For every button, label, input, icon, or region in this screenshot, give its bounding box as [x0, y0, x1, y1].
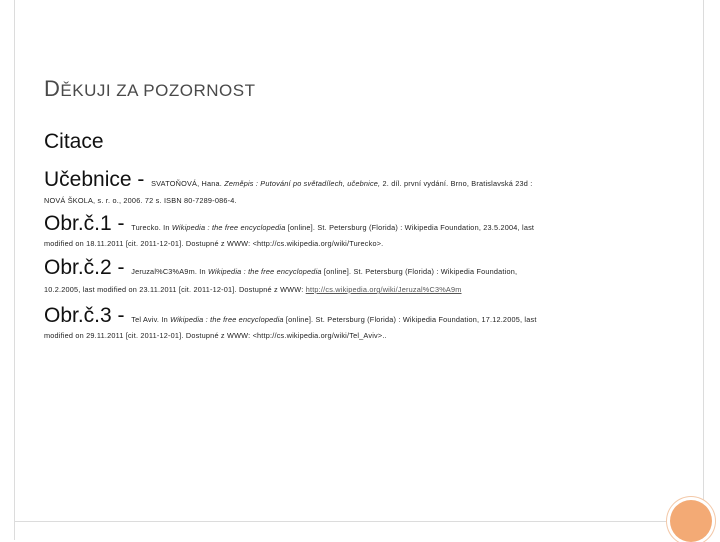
- citations-heading: Citace: [44, 130, 104, 153]
- slide-frame-bottom: [14, 521, 704, 522]
- citation-obr2-source: Wikipedia : the free encyclopedia: [208, 267, 322, 276]
- citation-obr2-text: [129, 267, 517, 276]
- title-rest: ĚKUJI ZA POZORNOST: [60, 81, 256, 100]
- slide-frame-right: [703, 0, 704, 540]
- citation-ucebnice-text: [149, 179, 533, 188]
- citation-obr1-label: Obr.č.1 -: [44, 212, 125, 235]
- citation-obr3-text: [129, 315, 537, 324]
- citation-obr2-line1: [44, 256, 517, 280]
- citation-obr2-line2: [44, 285, 462, 294]
- citation-obr1-line2: modified on 18.11.2011 [cit. 2011-12-01]. Dostupné z WWW: <http://cs.wikipedia.org/wiki/Turecko>.: [44, 239, 384, 248]
- citation-obr1-text: [129, 223, 534, 232]
- citation-obr2-rest: [online]. St. Petersburg (Florida) : Wikipedia Foundation,: [323, 267, 518, 276]
- citation-obr2-line2-text: 10.2.2005, last modified on 23.11.2011 [cit. 2011-12-01]. Dostupné z WWW:: [44, 285, 304, 294]
- citation-ucebnice-line1: [44, 168, 532, 192]
- citation-ucebnice-line2: NOVÁ ŠKOLA, s. r. o., 2006. 72 s. ISBN 80-7289-086-4.: [44, 196, 237, 205]
- slide-frame-left: [14, 0, 15, 540]
- citation-ucebnice-title: Zeměpis : Putování po světadílech, učebnice,: [224, 179, 381, 188]
- citation-obr1-rest: [online]. St. Petersburg (Florida) : Wikipedia Foundation, 23.5.2004, last: [287, 223, 535, 232]
- citation-ucebnice-author: SVATOŇOVÁ, Hana.: [151, 179, 223, 188]
- citation-obr2-label: Obr.č.2 -: [44, 256, 125, 279]
- citation-obr3-label: Obr.č.3 -: [44, 304, 125, 327]
- citation-ucebnice-rest: 2. díl. první vydání. Brno, Bratislavská 23d :: [382, 179, 533, 188]
- slide-title: [44, 76, 255, 102]
- citation-obr1-source: Wikipedia : the free encyclopedia: [171, 223, 286, 232]
- citation-obr3-line2: modified on 29.11.2011 [cit. 2011-12-01]. Dostupné z WWW: <http://cs.wikipedia.org/wiki/Tel_Aviv>..: [44, 331, 387, 340]
- citation-obr1-pre: Turecko. In: [131, 223, 170, 232]
- citation-obr3-pre: Tel Aviv. In: [131, 315, 168, 324]
- citation-obr1-line1: [44, 212, 534, 236]
- citation-obr2-pre: Jeruzal%C3%A9m. In: [131, 267, 206, 276]
- citation-obr2-link[interactable]: http://cs.wikipedia.org/wiki/Jeruzal%C3%A9m: [305, 285, 462, 294]
- citation-ucebnice-label: Učebnice -: [44, 168, 145, 191]
- citation-obr3-rest: [online]. St. Petersburg (Florida) : Wikipedia Foundation, 17.12.2005, last: [285, 315, 537, 324]
- citation-obr3-line1: [44, 304, 537, 328]
- citation-obr3-source: Wikipedia : the free encyclopedia: [170, 315, 284, 324]
- decorative-orange-circle: [670, 500, 712, 542]
- title-initial: D: [44, 76, 61, 101]
